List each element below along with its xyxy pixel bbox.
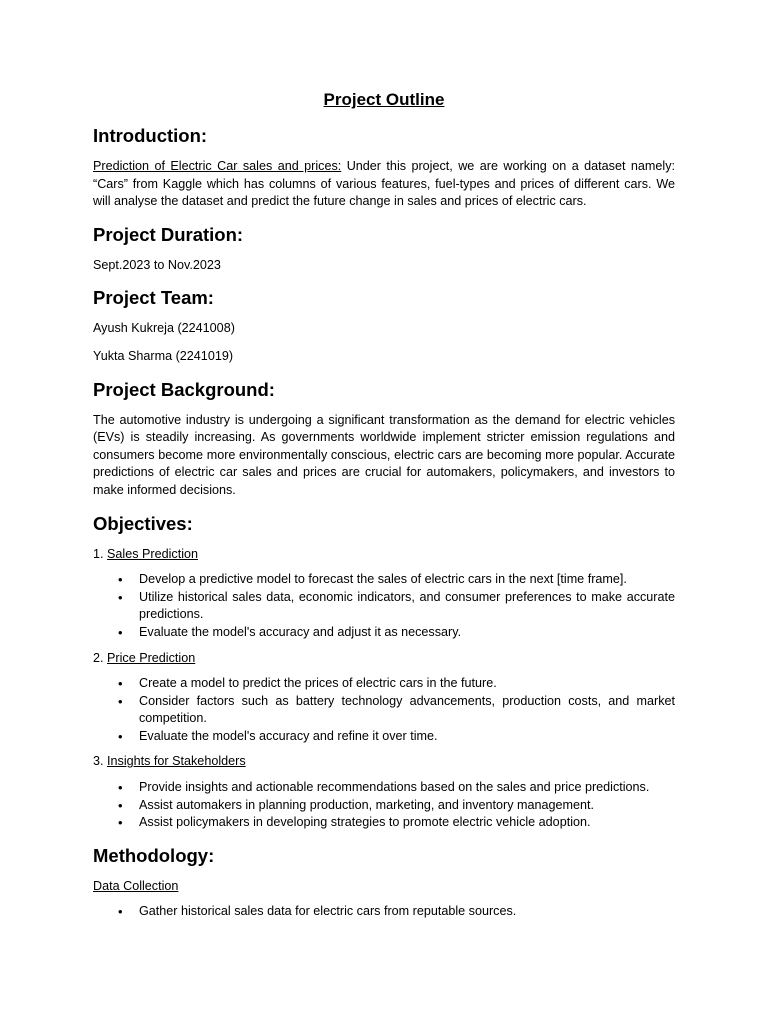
objective-bullet-list bbox=[93, 675, 675, 745]
page-title: Project Outline bbox=[323, 90, 445, 109]
methodology-sub-label: Data Collection bbox=[93, 878, 179, 893]
introduction-paragraph bbox=[93, 158, 675, 211]
list-item: • Evaluate the model's accuracy and adjust it as necessary. bbox=[139, 624, 675, 642]
objective-insights-for-stakeholders: 3. Insights for Stakeholders bbox=[93, 754, 246, 769]
list-item: • Develop a predictive model to forecast the sales of electric cars in the next [time frame]. bbox=[139, 571, 675, 589]
team-member: Yukta Sharma (2241019) bbox=[93, 348, 234, 363]
background-heading: Project Background: bbox=[93, 378, 275, 400]
team-member: Ayush Kukreja (2241008) bbox=[93, 321, 235, 336]
introduction-text: Under this project, we are working on a dataset namely: “Cars” from Kaggle which has columns of various features, fuel-types and prices of different cars. We will analyse the dataset and predict the future change in sales and prices of electric cars. bbox=[93, 159, 675, 209]
duration-heading: Project Duration: bbox=[93, 223, 244, 245]
team-heading: Project Team: bbox=[93, 287, 214, 309]
methodology-bullet-list bbox=[93, 903, 675, 921]
objective-bullet-list bbox=[93, 571, 675, 641]
list-item: • Create a model to predict the prices of electric cars in the future. bbox=[139, 675, 675, 693]
introduction-lead-label: Prediction of Electric Car sales and prices: bbox=[93, 159, 342, 173]
objectives-heading: Objectives: bbox=[93, 512, 193, 534]
objective-label: Insights for Stakeholders bbox=[107, 754, 246, 769]
list-item: • Provide insights and actionable recommendations based on the sales and price predictions. bbox=[139, 779, 675, 797]
objective-sales-prediction: 1. Sales Prediction bbox=[93, 546, 199, 561]
objective-label: Sales Prediction bbox=[107, 546, 199, 561]
list-item: • Assist automakers in planning production, marketing, and inventory management. bbox=[139, 797, 675, 815]
list-item: • Utilize historical sales data, economic indicators, and consumer preferences to make accurate predictions. bbox=[139, 589, 675, 624]
list-item: • Gather historical sales data for electric cars from reputable sources. bbox=[139, 903, 675, 921]
methodology-heading: Methodology: bbox=[93, 844, 215, 866]
background-paragraph: The automotive industry is undergoing a significant transformation as the demand for electric vehicles (EVs) is steadily increasing. As governments worldwide implement stricter emission regulations and consumers become more environmentally conscious, electric cars are becoming more popular. Accurate predictions of electric car sales and prices are crucial for automakers, policymakers, and investors to make informed decisions. bbox=[93, 412, 675, 497]
objective-label: Price Prediction bbox=[107, 650, 196, 665]
objective-bullet-list bbox=[93, 779, 675, 832]
list-item: • Evaluate the model's accuracy and refine it over time. bbox=[139, 728, 675, 746]
list-item: • Consider factors such as battery technology advancements, production costs, and market competition. bbox=[139, 693, 675, 728]
introduction-heading: Introduction: bbox=[93, 125, 208, 146]
objective-price-prediction: 2. Price Prediction bbox=[93, 650, 196, 665]
list-item: • Assist policymakers in developing strategies to promote electric vehicle adoption. bbox=[139, 814, 675, 832]
duration-text: Sept.2023 to Nov.2023 bbox=[93, 257, 221, 272]
